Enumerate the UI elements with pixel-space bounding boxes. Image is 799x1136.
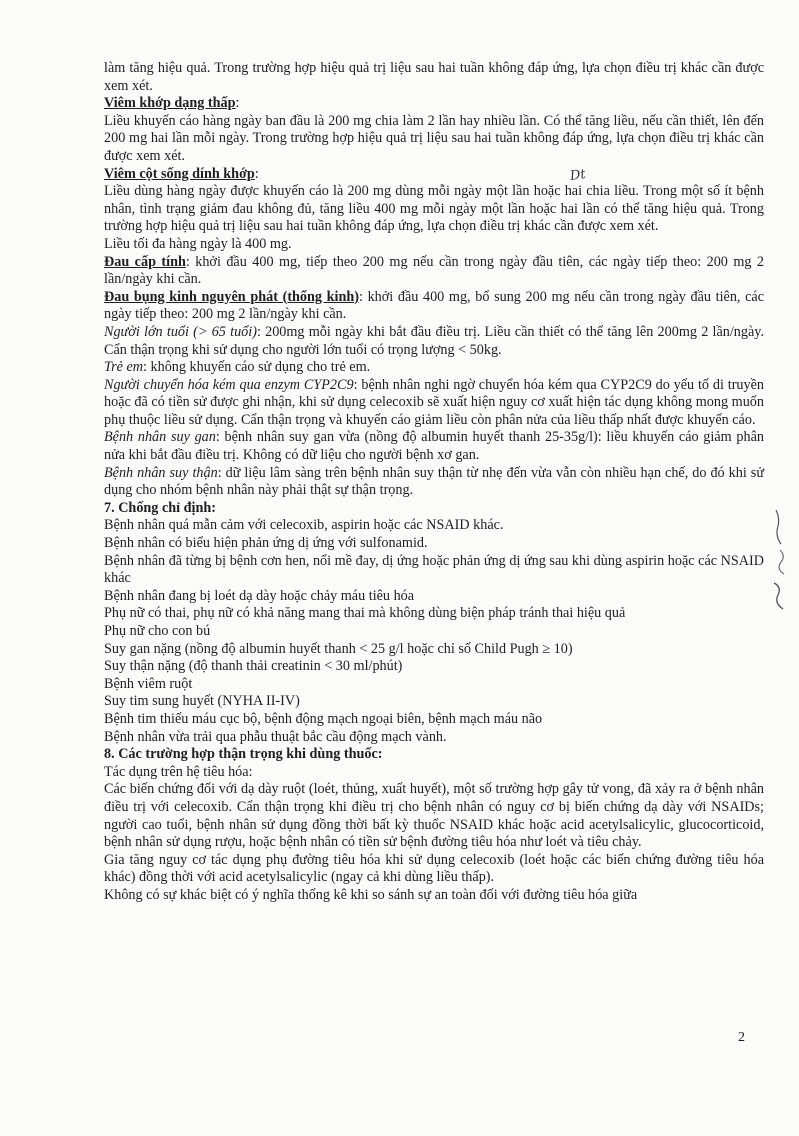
paragraph: Suy thận nặng (độ thanh thải creatinin < 30 ml/phút) <box>104 658 403 675</box>
paragraph-text: : bệnh nhân suy gan vừa (nồng độ albumin huyết thanh 25-35g/l): liều khuyến cáo giảm phân nửa khi bắt đầu điều trị. Không có dữ liệu cho người bệnh xơ gan. <box>104 429 764 464</box>
paragraph: Bệnh nhân đã từng bị bệnh cơn hen, nổi mề đay, dị ứng hoặc phản ứng dị ứng sau khi dùng aspirin hoặc các NSAID khác <box>104 552 764 587</box>
paragraph-text: : không khuyến cáo sử dụng cho trẻ em. <box>143 359 371 376</box>
paragraph-text: : dữ liệu lâm sàng trên bệnh nhân suy thận từ nhẹ đến vừa vẫn còn nhiều hạn chế, do đó khi sử dụng cho nhóm bệnh nhân này phải thật sự thận trọng. <box>104 464 765 499</box>
paragraph: Các biến chứng đối với dạ dày ruột (loét, thủng, xuất huyết), một số trường hợp gây tử vong, đã xảy ra ở bệnh nhân điều trị với celecoxib. Cẩn thận trọng khi điều trị cho bệnh nhân có nguy cơ bị biến chứng dạ dày với NSAIDs; người cao tuổi, bệnh nhân sử dụng đồng thời bất kỳ thuốc NSAID khác hoặc acid acetylsalicylic, glucocorticoid, bệnh nhân sử dụng rượu, hoặc bệnh nhân có tiền sử bệnh đường tiêu hóa như loét và tiêu chảy. <box>104 781 764 851</box>
paragraph-text: : 200mg mỗi ngày khi bắt đầu điều trị. Liều cần thiết có thể tăng lên 200mg 2 lần/ngày. Cẩn thận trọng khi sử dụng cho người lớn tuổi có trọng lượng < 50kg. <box>104 323 764 358</box>
paragraph: Liều dùng hàng ngày được khuyến cáo là 200 mg dùng mỗi ngày một lần hoặc hai chia liều. Trong một số ít bệnh nhân, tình trạng giảm đau không đủ, tăng liều 400 mg mỗi ngày một lần hoặc hai lần có thể tăng hiệu quả. Trong trường hợp hiệu quả trị liệu sau hai tuần không đáp ứng, lựa chọn điều trị khác cần được xem xét. <box>104 183 764 235</box>
handwritten-initials: Dt <box>569 166 587 185</box>
labeled-paragraph <box>104 359 764 377</box>
paragraph: Tác dụng trên hệ tiêu hóa: <box>104 763 253 780</box>
population-label: Người chuyển hóa kém qua enzym CYP2C9 <box>104 376 354 393</box>
paragraph-text: : khởi đầu 400 mg, tiếp theo 200 mg nếu cần trong ngày đầu tiên, các ngày tiếp theo: 200 mg 2 lần/ngày khi cần. <box>104 253 764 288</box>
paragraph: Bệnh tim thiếu máu cục bộ, bệnh động mạch ngoại biên, bệnh mạch máu não <box>104 710 543 727</box>
labeled-paragraph <box>104 324 764 359</box>
subsection-label: Viêm khớp dạng thấp <box>104 95 236 112</box>
section-heading: 8. Các trường hợp thận trọng khi dùng thuốc: <box>104 746 383 763</box>
labeled-paragraph <box>104 95 764 113</box>
page-number: 2 <box>738 1030 745 1045</box>
paragraph-text: : bệnh nhân nghi ngờ chuyển hóa kém qua CYP2C9 do yếu tố di truyền hoặc đã có tiền sử được ghi nhận, khi sử dụng celecoxib sẽ xuất hiện nguy cơ xuất hiện tác dụng không mong muốn phụ thuộc liều sử dụng. Cẩn thận trọng và khuyến cáo giảm liều còn phân nửa của liều thấp nhất được khuyến cáo. <box>104 376 764 428</box>
subsection-label: Đau cấp tính <box>104 253 186 270</box>
labeled-paragraph <box>104 254 764 289</box>
document-body <box>104 60 764 905</box>
paragraph: Bệnh nhân đang bị loét dạ dày hoặc chảy máu tiêu hóa <box>104 587 415 604</box>
paragraph: Liều tối đa hàng ngày là 400 mg. <box>104 235 292 252</box>
paragraph-text: : <box>235 95 240 112</box>
population-label: Trẻ em <box>104 359 144 376</box>
paragraph: Phụ nữ có thai, phụ nữ có khả năng mang thai mà không dùng biện pháp tránh thai hiệu quả <box>104 605 626 622</box>
subsection-label: Viêm cột sống dính khớp <box>104 165 255 182</box>
population-label: Bệnh nhân suy gan <box>104 429 216 446</box>
labeled-paragraph <box>104 465 764 500</box>
subsection-label: Đau bụng kinh nguyên phát (thống kinh) <box>104 288 359 305</box>
labeled-paragraph <box>104 289 764 324</box>
paragraph: Bệnh nhân vừa trải qua phẫu thuật bắc cầu động mạch vành. <box>104 728 447 745</box>
paragraph: Suy gan nặng (nồng độ albumin huyết thanh < 25 g/l hoặc chỉ số Child Pugh ≥ 10) <box>104 640 573 657</box>
section-heading: 7. Chống chỉ định: <box>104 499 216 516</box>
paragraph-text: : khởi đầu 400 mg, bổ sung 200 mg nếu cần trong ngày đầu tiên, các ngày tiếp theo: 200 mg 2 lần/ngày khi cần. <box>104 288 764 323</box>
labeled-paragraph <box>104 377 764 430</box>
paragraph: Phụ nữ cho con bú <box>104 623 211 639</box>
paragraph: Suy tim sung huyết (NYHA II-IV) <box>104 693 300 710</box>
paragraph: làm tăng hiệu quả. Trong trường hợp hiệu quả trị liệu sau hai tuần không đáp ứng, lựa chọn điều trị khác cần được xem xét. <box>104 60 764 94</box>
paragraph-text: : <box>254 165 259 182</box>
labeled-paragraph <box>104 166 764 184</box>
labeled-paragraph <box>104 429 764 464</box>
paragraph: Bệnh nhân có biểu hiện phản ứng dị ứng với sulfonamid. <box>104 535 428 552</box>
margin-stamp-mark <box>770 505 792 615</box>
population-label: Người lớn tuổi (> 65 tuổi) <box>104 323 257 340</box>
paragraph: Liều khuyến cáo hàng ngày ban đầu là 200 mg chia làm 2 lần hay nhiều lần. Có thể tăng liều, nếu cần thiết, lên đến 200 mg hai lần mỗi ngày. Trong trường hợp hiệu quả trị liệu sau hai tuần không đáp ứng, lựa chọn điều trị khác cần được xem xét. <box>104 112 764 164</box>
population-label: Bệnh nhân suy thận <box>104 464 218 481</box>
paragraph: Bệnh viêm ruột <box>104 675 193 692</box>
paragraph: Gia tăng nguy cơ tác dụng phụ đường tiêu hóa khi sử dụng celecoxib (loét hoặc các biến chứng đường tiêu hóa khác) đồng thời với acid acetylsalicylic (ngay cả khi dùng liều thấp). <box>104 851 764 886</box>
paragraph: Bệnh nhân quá mẫn cảm với celecoxib, aspirin hoặc các NSAID khác. <box>104 517 504 534</box>
paragraph: Không có sự khác biệt có ý nghĩa thống kê khi so sánh sự an toàn đối với đường tiêu hóa giữa <box>104 886 638 903</box>
